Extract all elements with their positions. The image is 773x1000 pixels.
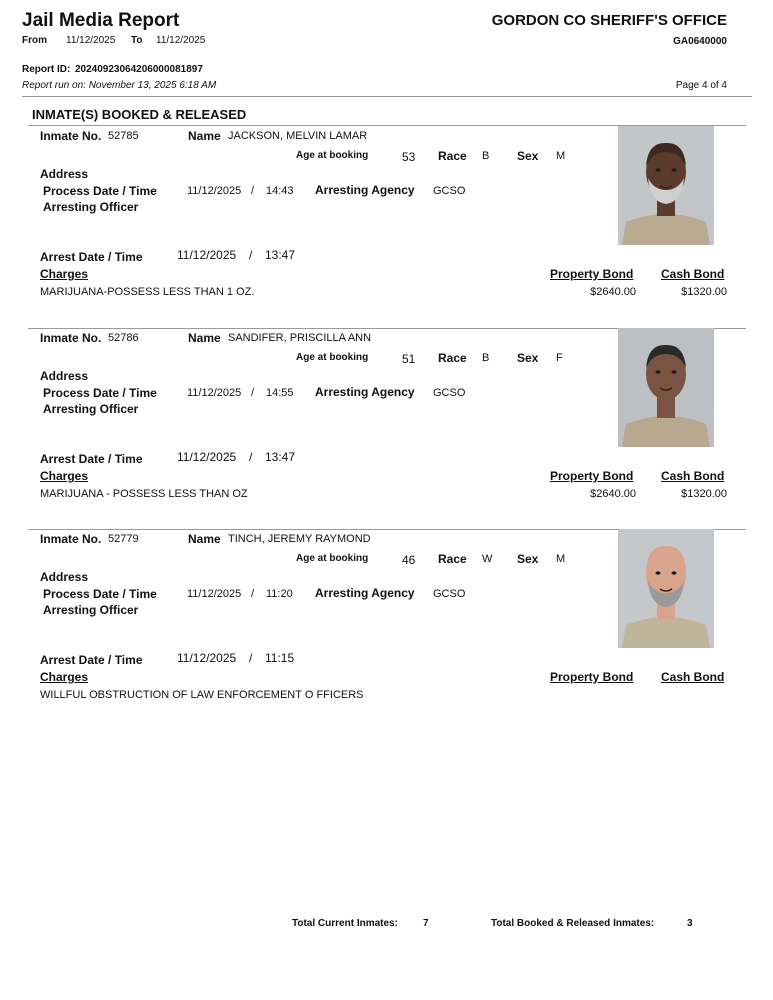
inmate-name: TINCH, JEREMY RAYMOND xyxy=(228,533,371,545)
property-bond-label: Property Bond xyxy=(550,469,634,483)
inmate-no-label: Inmate No. xyxy=(40,129,102,143)
arrest-label: Arrest Date / Time xyxy=(40,653,143,667)
property-bond-value: $2640.00 xyxy=(590,488,636,500)
cash-bond-label: Cash Bond xyxy=(661,469,725,483)
arresting-agency: GCSO xyxy=(433,185,466,197)
report-id: 20240923064206000081897 xyxy=(75,64,203,75)
inmate-record xyxy=(0,126,773,326)
cash-bond-value: $1320.00 xyxy=(681,286,727,298)
sex-value: M xyxy=(556,553,566,565)
inmate-record xyxy=(0,328,773,528)
total-released-value: 3 xyxy=(687,918,693,929)
inmate-no-label: Inmate No. xyxy=(40,532,102,546)
name-label: Name xyxy=(188,129,221,143)
arrest-sep: / xyxy=(249,450,253,464)
total-current-value: 7 xyxy=(423,918,429,929)
property-bond-label: Property Bond xyxy=(550,670,634,684)
sex-label: Sex xyxy=(517,552,539,566)
inmate-photo xyxy=(618,126,714,245)
sex-label: Sex xyxy=(517,351,539,365)
inmate-no: 52779 xyxy=(108,533,139,545)
cash-bond-label: Cash Bond xyxy=(661,267,725,281)
cash-bond-value: $1320.00 xyxy=(681,488,727,500)
arresting-agency-label: Arresting Agency xyxy=(315,183,415,197)
process-label: Process Date / Time xyxy=(43,386,157,400)
name-label: Name xyxy=(188,532,221,546)
race-label: Race xyxy=(438,552,467,566)
total-released-label: Total Booked & Released Inmates: xyxy=(491,918,655,929)
page-number: Page 4 of 4 xyxy=(675,80,727,91)
to-label: To xyxy=(131,35,143,46)
arrest-sep: / xyxy=(249,248,253,262)
sex-value: M xyxy=(556,150,566,162)
inmate-photo xyxy=(618,529,714,648)
age-value: 53 xyxy=(402,150,416,164)
to-date: 11/12/2025 xyxy=(156,35,206,46)
arresting-agency: GCSO xyxy=(433,588,466,600)
charges-label: Charges xyxy=(40,469,89,483)
arrest-time: 11:15 xyxy=(265,651,295,665)
name-label: Name xyxy=(188,331,221,345)
race-value: W xyxy=(482,553,493,565)
address-label: Address xyxy=(40,570,89,584)
sex-value: F xyxy=(556,352,563,364)
arresting-officer-label: Arresting Officer xyxy=(43,603,139,617)
arrest-time: 13:47 xyxy=(265,450,296,464)
process-sep: / xyxy=(251,387,255,399)
agency-code: GA0640000 xyxy=(673,36,727,47)
race-label: Race xyxy=(438,351,467,365)
charge-text: MARIJUANA-POSSESS LESS THAN 1 OZ. xyxy=(40,286,255,298)
age-value: 46 xyxy=(402,553,416,567)
inmate-name: JACKSON, MELVIN LAMAR xyxy=(228,130,368,142)
process-date: 11/12/2025 xyxy=(187,387,242,399)
charges-label: Charges xyxy=(40,670,89,684)
process-date: 11/12/2025 xyxy=(187,185,242,197)
process-time: 14:43 xyxy=(266,185,294,197)
report-id-label: Report ID: xyxy=(22,64,71,75)
age-label: Age at booking xyxy=(296,553,369,564)
process-time: 14:55 xyxy=(266,387,294,399)
report-run-on: Report run on: November 13, 2025 6:18 AM xyxy=(22,80,217,91)
sex-label: Sex xyxy=(517,149,539,163)
property-bond-value: $2640.00 xyxy=(590,286,636,298)
arresting-agency-label: Arresting Agency xyxy=(315,586,415,600)
inmate-no-label: Inmate No. xyxy=(40,331,102,345)
arrest-date: 11/12/2025 xyxy=(177,651,237,665)
charge-text: MARIJUANA - POSSESS LESS THAN OZ xyxy=(40,488,248,500)
agency-name: GORDON CO SHERIFF'S OFFICE xyxy=(491,12,727,29)
process-sep: / xyxy=(251,588,255,600)
process-label: Process Date / Time xyxy=(43,184,157,198)
inmate-photo xyxy=(618,328,714,447)
inmate-no: 52785 xyxy=(108,130,139,142)
address-label: Address xyxy=(40,167,89,181)
arrest-label: Arrest Date / Time xyxy=(40,452,143,466)
arresting-agency-label: Arresting Agency xyxy=(315,385,415,399)
property-bond-label: Property Bond xyxy=(550,267,634,281)
race-label: Race xyxy=(438,149,467,163)
from-label: From xyxy=(22,35,47,46)
inmate-no: 52786 xyxy=(108,332,139,344)
process-date: 11/12/2025 xyxy=(187,588,242,600)
inmate-name: SANDIFER, PRISCILLA ANN xyxy=(228,332,372,344)
arresting-agency: GCSO xyxy=(433,387,466,399)
address-label: Address xyxy=(40,369,89,383)
arrest-date: 11/12/2025 xyxy=(177,450,237,464)
arresting-officer-label: Arresting Officer xyxy=(43,402,139,416)
charges-label: Charges xyxy=(40,267,89,281)
inmate-record xyxy=(0,529,773,729)
age-label: Age at booking xyxy=(296,352,369,363)
process-label: Process Date / Time xyxy=(43,587,157,601)
arrest-sep: / xyxy=(249,651,253,665)
charge-text: WILLFUL OBSTRUCTION OF LAW ENFORCEMENT O FFICERS xyxy=(40,689,364,701)
from-date: 11/12/2025 xyxy=(66,35,116,46)
arrest-label: Arrest Date / Time xyxy=(40,250,143,264)
process-time: 11:20 xyxy=(266,588,293,600)
section-title: INMATE(S) BOOKED & RELEASED xyxy=(32,107,247,122)
arresting-officer-label: Arresting Officer xyxy=(43,200,139,214)
cash-bond-label: Cash Bond xyxy=(661,670,725,684)
total-current-label: Total Current Inmates: xyxy=(292,918,398,929)
race-value: B xyxy=(482,150,490,162)
arrest-time: 13:47 xyxy=(265,248,296,262)
age-label: Age at booking xyxy=(296,150,369,161)
race-value: B xyxy=(482,352,490,364)
arrest-date: 11/12/2025 xyxy=(177,248,237,262)
process-sep: / xyxy=(251,185,255,197)
header-divider xyxy=(22,96,752,97)
report-title: Jail Media Report xyxy=(22,10,180,31)
age-value: 51 xyxy=(402,352,416,366)
